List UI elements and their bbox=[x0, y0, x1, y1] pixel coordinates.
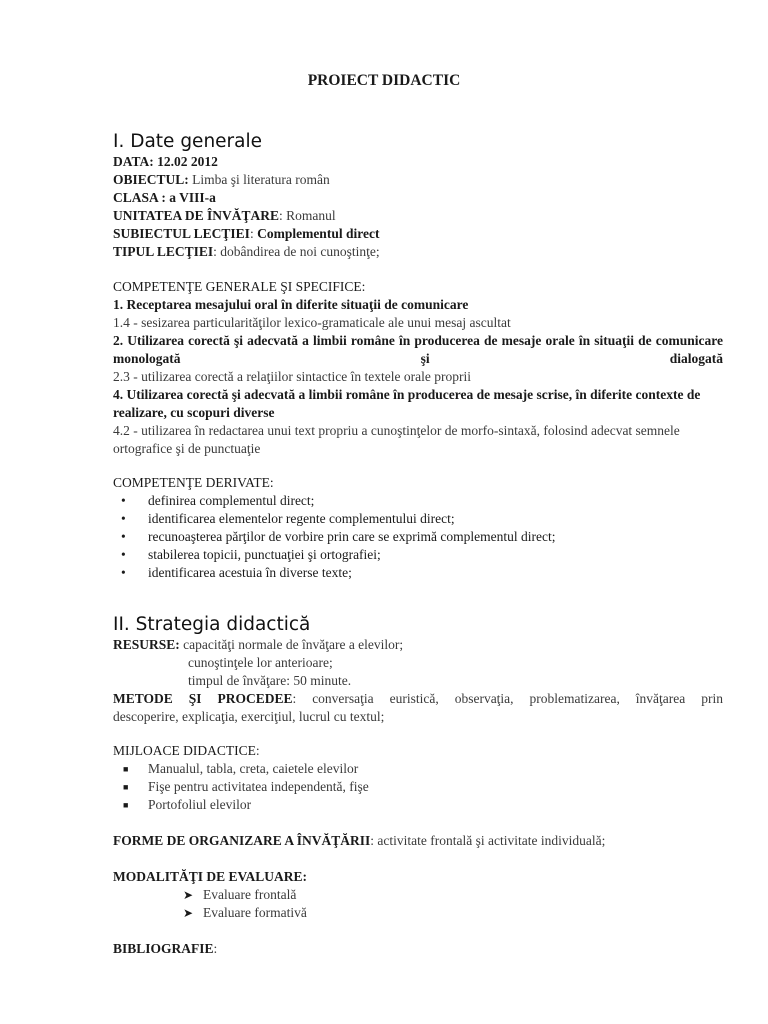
square-bullet-icon: ■ bbox=[123, 782, 129, 792]
round-bullet-icon: • bbox=[121, 565, 126, 580]
tipul-label: TIPUL LECŢIEI bbox=[113, 244, 214, 259]
unitatea-line bbox=[113, 207, 723, 225]
section-strategia-didactica bbox=[113, 614, 723, 726]
section-forme-organizare bbox=[113, 832, 723, 850]
tipul-line bbox=[113, 243, 723, 261]
list-item: ➤ Evaluare formativă bbox=[183, 905, 307, 920]
resurse-item: timpul de învăţare: 50 minute. bbox=[188, 673, 352, 688]
subiectul-line bbox=[113, 225, 723, 243]
competenta-specifica: 2.3 - utilizarea corectă a relaţiilor sintactice în textele orale proprii bbox=[113, 369, 471, 384]
arrow-bullet-icon: ➤ bbox=[183, 906, 194, 920]
forme-label: FORME DE ORGANIZARE A ÎNVĂŢĂRII bbox=[113, 833, 371, 848]
arrow-bullet-icon: ➤ bbox=[183, 888, 194, 902]
list-item: ■ Fişe pentru activitatea independentă, fişe bbox=[123, 779, 369, 794]
section-mijloace bbox=[113, 742, 723, 814]
section-bibliografie bbox=[113, 940, 723, 958]
list-item: • stabilerea topicii, punctuaţiei şi ortografiei; bbox=[121, 547, 381, 562]
list-item: • identificarea elementelor regente complementului direct; bbox=[121, 511, 455, 526]
section-evaluare bbox=[113, 868, 723, 922]
subiectul-sep: : bbox=[249, 226, 258, 241]
square-bullet-icon: ■ bbox=[123, 764, 129, 774]
section-competente-derivate bbox=[113, 474, 723, 582]
metode-line bbox=[113, 690, 723, 708]
mijloace-list bbox=[113, 760, 723, 814]
mijloace-label: MIJLOACE DIDACTICE bbox=[113, 743, 256, 758]
list-item: ■ Manualul, tabla, creta, caietele elevilor bbox=[123, 761, 359, 776]
document-title: PROIECT DIDACTIC bbox=[307, 72, 461, 89]
unitatea-value: : Romanul bbox=[279, 208, 336, 223]
bibliografie-label: BIBLIOGRAFIE bbox=[113, 941, 214, 956]
obiectul-line bbox=[113, 171, 723, 189]
metode-label: METODE ŞI PROCEDEE bbox=[113, 691, 293, 706]
round-bullet-icon: • bbox=[121, 547, 126, 562]
square-bullet-icon: ■ bbox=[123, 800, 129, 810]
competenta-generala: 4. Utilizarea corectă şi adecvată a limbii române în producerea de mesaje scrise, în diferite contexte de realizare, cu scopuri diverse bbox=[113, 387, 701, 420]
data-line: DATA: 12.02 2012 bbox=[113, 154, 218, 169]
obiectul-value: Limba şi literatura român bbox=[188, 172, 330, 187]
obiectul-label: OBIECTUL: bbox=[113, 172, 189, 187]
metode-value-continued: descoperire, explicaţia, exerciţiul, lucrul cu textul; bbox=[113, 709, 385, 724]
tipul-value: : dobândirea de noi cunoştinţe; bbox=[213, 244, 380, 259]
derivate-list bbox=[113, 492, 723, 582]
metode-value: : conversaţia euristică, observaţia, problematizarea, învăţarea prin bbox=[292, 691, 723, 706]
competenta-specifica: 1.4 - sesizarea particularităţilor lexico-gramaticale ale unui mesaj ascultat bbox=[113, 315, 511, 330]
resurse-item: capacităţi normale de învăţare a elevilor; bbox=[179, 637, 404, 652]
unitatea-label: UNITATEA DE ÎNVĂŢARE bbox=[113, 208, 280, 223]
forme-value: : activitate frontală şi activitate individuală; bbox=[370, 833, 606, 848]
round-bullet-icon: • bbox=[121, 511, 126, 526]
evaluare-list bbox=[113, 886, 723, 922]
competenta-generala: 1. Receptarea mesajului oral în diferite situaţii de comunicare bbox=[113, 297, 469, 312]
resurse-item: cunoştinţele lor anterioare; bbox=[188, 655, 333, 670]
competenta-generala: 2. Utilizarea corectă şi adecvată a limbii române în producerea de mesaje orale în situaţii de comunicare monologată şi dialogată bbox=[113, 333, 723, 366]
resurse-label: RESURSE: bbox=[113, 637, 180, 652]
clasa-line: CLASA : a VIII-a bbox=[113, 190, 216, 205]
competente-heading: COMPETENŢE GENERALE ŞI SPECIFICE: bbox=[113, 279, 366, 294]
section-competente bbox=[113, 278, 723, 458]
section-heading: I. Date generale bbox=[113, 131, 263, 152]
round-bullet-icon: • bbox=[121, 493, 126, 508]
section-heading: II. Strategia didactică bbox=[113, 614, 311, 635]
evaluare-label: MODALITĂŢI DE EVALUARE: bbox=[113, 869, 308, 884]
bibliografie-line: BIBLIOGRAFIE: bbox=[113, 941, 218, 956]
mijloace-line: MIJLOACE DIDACTICE: bbox=[113, 743, 260, 758]
competenta-specifica: 4.2 - utilizarea în redactarea unui text propriu a cunoştinţelor de morfo-sintaxă, folosind adecvat semnele ortografice şi de punctuaţie bbox=[113, 423, 680, 456]
list-item: • recunoaşterea părţilor de vorbire prin care se exprimă complementul direct; bbox=[121, 529, 556, 544]
resurse-line bbox=[113, 636, 723, 654]
subiectul-label: SUBIECTUL LECŢIEI bbox=[113, 226, 250, 241]
list-item: ■ Portofoliul elevilor bbox=[123, 797, 252, 812]
section-date-generale bbox=[113, 131, 723, 261]
derivate-heading: COMPETENŢE DERIVATE: bbox=[113, 475, 274, 490]
list-item: ➤ Evaluare frontală bbox=[183, 887, 297, 902]
forme-line bbox=[113, 832, 723, 850]
list-item: • definirea complementul direct; bbox=[121, 493, 315, 508]
subiectul-value: Complementul direct bbox=[257, 226, 380, 241]
round-bullet-icon: • bbox=[121, 529, 126, 544]
list-item: • identificarea acestuia în diverse texte; bbox=[121, 565, 352, 580]
